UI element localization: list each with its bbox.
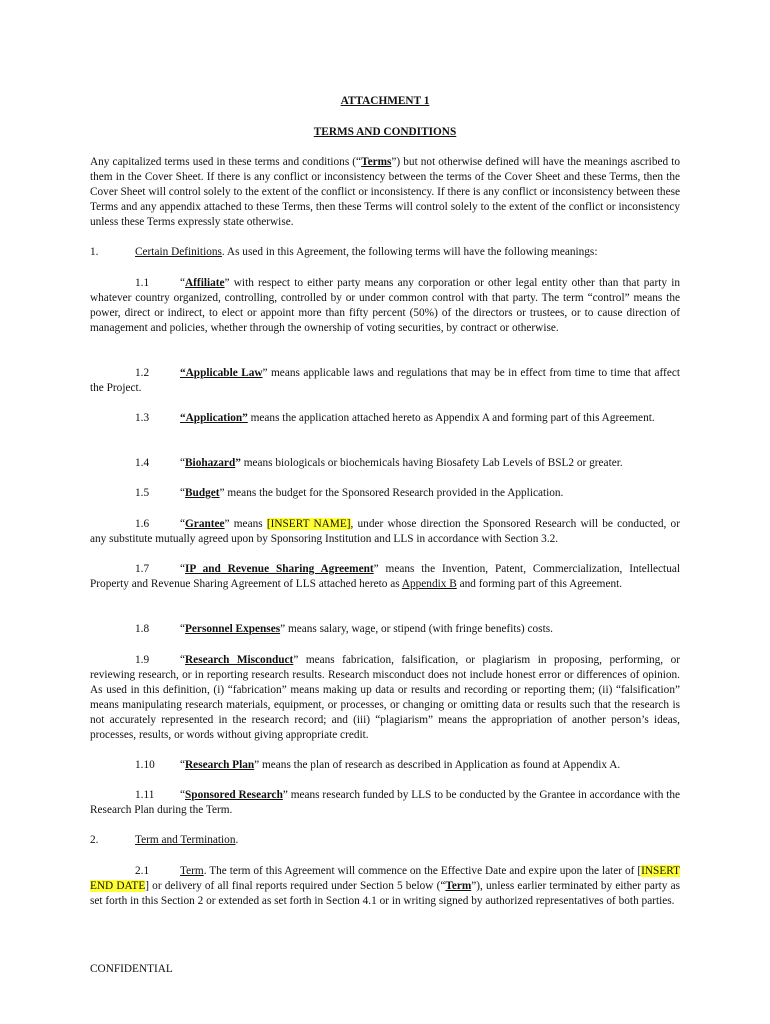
definition-text-2: , under whose direction the Sponsored Research will be conducted, or any substitute mutually agreed upon by Sponsoring Institution and LLS in accordance with Section 3.2. (90, 518, 680, 546)
defined-term: Affiliate (185, 277, 225, 289)
defined-term: Grantee (185, 518, 225, 530)
clause-number: 1.7 (135, 563, 150, 575)
clause-number: 1.11 (135, 789, 155, 801)
clause-number: 2.1 (135, 865, 150, 877)
definition-text: ” means the budget for the Sponsored Research provided in the Application. (219, 487, 564, 499)
terms-title: TERMS AND CONDITIONS (313, 126, 457, 138)
clause-number: 1.1 (135, 277, 150, 289)
definition-text: ” means the plan of research as described in Application as found at Appendix A. (254, 759, 621, 771)
quote-open: “ (180, 789, 186, 801)
name-placeholder: [INSERT NAME] (266, 518, 351, 530)
clause-number: 1.9 (135, 654, 150, 666)
clause-number: 1.6 (135, 518, 150, 530)
defined-term: Term (445, 880, 472, 893)
definition-1-8 (90, 622, 680, 637)
definition-text: ” means salary, wage, or stipend (with fringe benefits) costs. (280, 623, 553, 635)
defined-term: IP and Revenue Sharing Agreement (185, 563, 374, 575)
term-defined: Terms (361, 156, 392, 168)
definition-text: means the application attached hereto as Appendix A and forming part of this Agreement. (247, 412, 655, 424)
defined-term: Research Misconduct (185, 654, 294, 666)
section-number: 2. (90, 834, 99, 846)
section-text: . As used in this Agreement, the following terms will have the following meanings: (221, 246, 598, 258)
quote-open: “ (180, 518, 186, 530)
defined-term: Budget (185, 487, 220, 499)
defined-term: Biohazard (185, 457, 236, 469)
definition-1-10 (90, 758, 680, 773)
clause-number: 1.8 (135, 623, 150, 635)
defined-term: “Applicable Law (180, 367, 263, 379)
section-2-heading (90, 833, 680, 848)
defined-term: Personnel Expenses (185, 623, 281, 635)
clause-number: 1.3 (135, 412, 150, 424)
definition-text: ” with respect to either party means any corporation or other legal entity other than that party in whatever country organized, controlling, controlled by or under common control with that party. The term “control” means the power, direct or indirect, to elect or appoint more than fifty percent (50%) of the directors or trustees, or to cause direction of management and policies, whether through the ownership of voting securities, by contract or otherwise. (90, 277, 680, 335)
section-period: . (235, 834, 239, 846)
definition-1-11 (90, 788, 680, 818)
quote-open: “ (180, 563, 186, 575)
intro-text-2: ”) but not otherwise defined will have the meanings ascribed to them in the Cover Sheet. If there is any conflict or inconsistency between the terms of the Cover Sheet and these Terms, then the Cover Sheet will control solely to the extent of the conflict or inconsistency. If there is any conflict or inconsistency between these Terms and any appendix attached to these Terms, then these Terms will control solely to the extent of the conflict or inconsistency unless these Terms expressly state otherwise. (90, 156, 680, 229)
definition-1-5 (90, 486, 680, 501)
section-title: Certain Definitions (135, 246, 222, 258)
defined-term: Research Plan (185, 759, 255, 771)
attachment-heading (90, 94, 680, 109)
definition-text: means biologicals or biochemicals having Biosafety Lab Levels of BSL2 or greater. (240, 457, 623, 469)
quote-open: “ (180, 623, 186, 635)
definition-1-6 (90, 517, 680, 547)
confidential-footer: CONFIDENTIAL (90, 963, 173, 975)
appendix-b-reference: Appendix B (401, 578, 457, 591)
defined-term: Sponsored Research (185, 789, 283, 801)
definition-1-3 (90, 411, 680, 426)
definition-text: ” means the Invention, Patent, Commercialization, Intellectual Property and Revenue Sharing Agreement of LLS attached hereto as (90, 563, 681, 591)
intro-paragraph (90, 155, 680, 230)
clause-number: 1.10 (135, 759, 155, 771)
intro-text: Any capitalized terms used in these terms and conditions (“ (90, 156, 362, 168)
clause-number: 1.4 (135, 457, 150, 469)
quote-open: “ (180, 654, 186, 666)
quote-close: ” (235, 457, 241, 469)
definition-1-7 (90, 562, 680, 592)
clause-title: Term (180, 865, 204, 877)
terms-heading (90, 125, 680, 140)
clause-number: 1.5 (135, 487, 150, 499)
end-date-placeholder: INSERT END DATE (90, 865, 680, 893)
definition-text: ” means applicable laws and regulations that may be in effect from time to time that affect the Project. (90, 367, 680, 395)
definition-1-1 (90, 276, 680, 336)
section-1-heading (90, 245, 680, 260)
clause-text-3: ”), unless earlier terminated by either party as set forth in this Section 2 or extended as set forth in Section 4.1 or in writing signed by authorized representatives of both parties. (90, 880, 680, 908)
clause-text: . The term of this Agreement will commence on the Effective Date and expire upon the later of [ (203, 865, 642, 877)
clause-2-1 (90, 864, 680, 909)
clause-text-2: ] or delivery of all final reports required under Section 5 below (“ (145, 880, 446, 893)
definition-text-2: and forming part of this Agreement. (456, 578, 623, 591)
quote-open: “ (180, 487, 186, 499)
definition-text: ” means fabrication, falsification, or plagiarism in proposing, performing, or reviewing research, or in reporting research results. Research misconduct does not include honest error or differences of opinion. As used in this definition, (i) “fabrication” means making up data or results and recording or reporting them; (ii) “falsification” means manipulating research materials, equipment, or processes, or changing or omitting data or results such that the research is not accurately represented in the research record; and (iii) “plagiarism” means the appropriation of another person’s ideas, processes, results, or words without giving appropriate credit. (90, 654, 680, 742)
definition-text: ” means (224, 518, 267, 530)
quote-open: “ (180, 457, 186, 469)
definition-1-9 (90, 653, 680, 744)
definition-text: ” means research funded by LLS to be conducted by the Grantee in accordance with the Research Plan during the Term. (90, 789, 680, 817)
definition-1-4 (90, 456, 680, 471)
section-title: Term and Termination (135, 834, 236, 846)
clause-number: 1.2 (135, 367, 150, 379)
attachment-title: ATTACHMENT 1 (340, 95, 430, 107)
section-number: 1. (90, 246, 99, 258)
quote-open: “ (180, 277, 186, 289)
defined-term: “Application” (180, 412, 248, 424)
definition-1-2 (90, 366, 680, 396)
quote-open: “ (180, 759, 186, 771)
